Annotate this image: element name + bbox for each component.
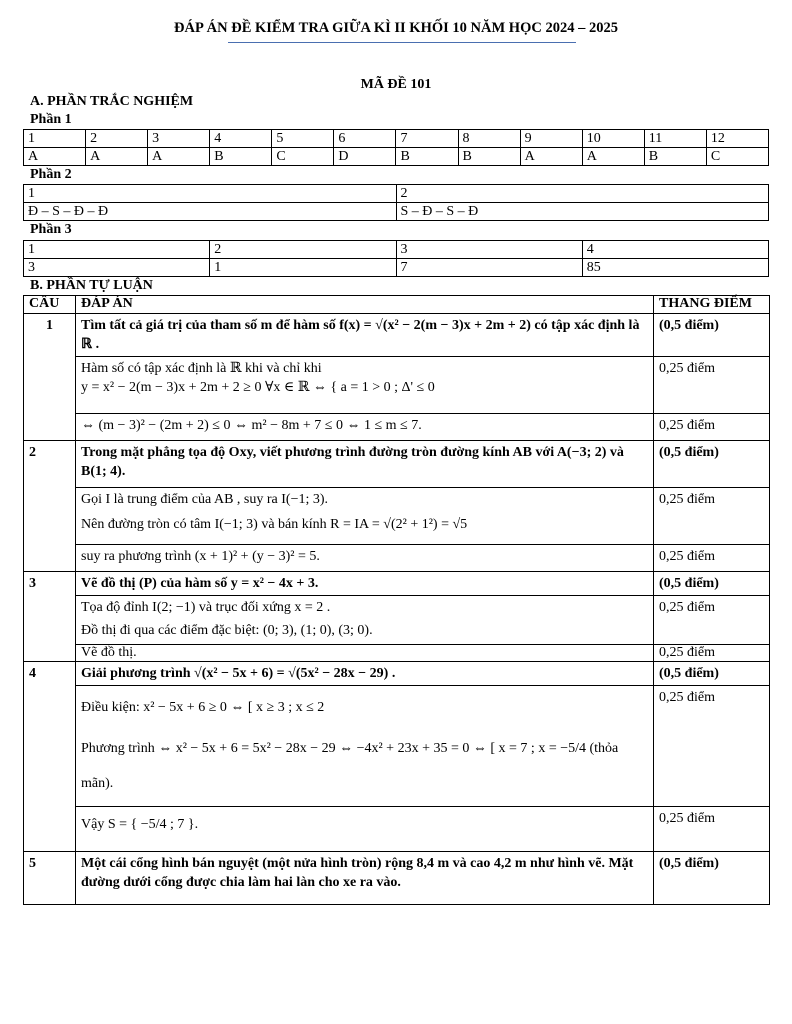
phan2-label: Phần 2 (30, 167, 72, 182)
phan1-answer-row (24, 148, 769, 166)
step-score: 0,25 điểm (654, 596, 770, 645)
question-number: 4 (24, 662, 76, 852)
table-cell: 1 (210, 259, 396, 277)
column-header-cau: CÂU (24, 296, 76, 314)
answer-line: Đồ thị đi qua các điểm đặc biệt: (0; 3), (1; 0), (3; 0). (81, 623, 373, 638)
phan1-number-row (24, 130, 769, 148)
table-cell: 2 (396, 185, 769, 203)
table-row (24, 314, 770, 357)
table-row (24, 545, 770, 572)
step-score: 0,25 điểm (654, 545, 770, 572)
table-cell: 3 (24, 259, 210, 277)
table-cell: B (458, 148, 520, 166)
phan3-label: Phần 3 (30, 222, 72, 237)
table-cell: 3 (148, 130, 210, 148)
table-cell: 7 (396, 259, 582, 277)
table-cell: 2 (210, 241, 396, 259)
answer-line: Hàm số có tập xác định là ℝ khi và chỉ khi (81, 361, 322, 376)
question-text: Trong mặt phẳng tọa độ Oxy, viết phương trình đường tròn đường kính AB với A(−3; 2) và B(1; 4). (76, 441, 654, 488)
question-text: Tìm tất cả giá trị của tham số m để hàm số f(x) = √(x² − 2(m − 3)x + 2m + 2) có tập xác định là ℝ . (76, 314, 654, 357)
phan2-answer-row (24, 203, 769, 221)
question-text: Vẽ đồ thị (P) của hàm số y = x² − 4x + 3. (76, 572, 654, 596)
answer-step: Vậy S = { −5/4 ; 7 }. (76, 807, 654, 852)
table-cell: B (644, 148, 706, 166)
phan3-answer-row (24, 259, 769, 277)
table-row (24, 686, 770, 807)
table-cell: 9 (520, 130, 582, 148)
question-score: (0,5 điểm) (654, 441, 770, 488)
question-number: 3 (24, 572, 76, 662)
table-cell: B (396, 148, 458, 166)
table-row (24, 807, 770, 852)
table-cell: 11 (644, 130, 706, 148)
question-score: (0,5 điểm) (654, 314, 770, 357)
phan3-table (23, 240, 769, 277)
part-b-heading: B. PHẦN TỰ LUẬN (30, 278, 153, 293)
question-number: 2 (24, 441, 76, 572)
table-row (24, 414, 770, 441)
column-header-thang-diem: THANG ĐIỂM (654, 296, 770, 314)
table-cell: 12 (706, 130, 768, 148)
table-cell: 5 (272, 130, 334, 148)
table-cell: 1 (24, 241, 210, 259)
answer-line: mãn). (81, 776, 114, 791)
answer-step: suy ra phương trình (x + 1)² + (y − 3)² = 5. (76, 545, 654, 572)
table-cell: 2 (86, 130, 148, 148)
answer-line: Phương trình ⇔ x² − 5x + 6 = 5x² − 28x − 29 ⇔ −4x² + 23x + 35 = 0 ⇔ [ x = 7 ; x = −5/4 (thỏa (81, 741, 619, 756)
question-text: Giải phương trình √(x² − 5x + 6) = √(5x² − 28x − 29) . (76, 662, 654, 686)
question-score: (0,5 điểm) (654, 662, 770, 686)
table-row (24, 357, 770, 414)
question-number: 1 (24, 314, 76, 441)
part-a-heading: A. PHẦN TRẮC NGHIỆM (30, 94, 194, 109)
column-header-dap-an: ĐÁP ÁN (76, 296, 654, 314)
table-cell: 3 (396, 241, 582, 259)
table-header-row (24, 296, 770, 314)
document-title: ĐÁP ÁN ĐỀ KIỂM TRA GIỮA KÌ II KHỐI 10 NĂM HỌC 2024 – 2025 (174, 20, 618, 36)
phan2-number-row (24, 185, 769, 203)
table-row (24, 488, 770, 545)
step-score: 0,25 điểm (654, 414, 770, 441)
table-cell: 7 (396, 130, 458, 148)
table-cell: A (24, 148, 86, 166)
table-row (24, 662, 770, 686)
table-row (24, 852, 770, 905)
title-underline (228, 42, 576, 43)
step-score: 0,25 điểm (654, 686, 770, 807)
table-cell: A (86, 148, 148, 166)
question-number: 5 (24, 852, 76, 905)
essay-answer-table (23, 295, 770, 905)
answer-step (76, 488, 654, 545)
answer-line: Gọi I là trung điểm của AB , suy ra I(−1; 3). (81, 492, 329, 507)
table-cell: 4 (582, 241, 768, 259)
phan2-table (23, 184, 769, 221)
table-cell: 6 (334, 130, 396, 148)
table-cell: A (148, 148, 210, 166)
phan1-label: Phần 1 (30, 112, 72, 127)
table-row (24, 441, 770, 488)
answer-line: y = x² − 2(m − 3)x + 2m + 2 ≥ 0 ∀x ∈ ℝ ⇔ { a = 1 > 0 ; Δ' ≤ 0 (81, 380, 435, 395)
step-score: 0,25 điểm (654, 357, 770, 414)
answer-step (76, 686, 654, 807)
table-cell: 10 (582, 130, 644, 148)
question-score: (0,5 điểm) (654, 852, 770, 905)
question-text: Một cái cổng hình bán nguyệt (một nửa hình tròn) rộng 8,4 m và cao 4,2 m như hình vẽ. Mặt đường dưới cổng được chia làm hai làn cho xe ra vào. (76, 852, 654, 905)
table-row (24, 572, 770, 596)
phan3-number-row (24, 241, 769, 259)
table-row (24, 596, 770, 645)
table-cell: 1 (24, 130, 86, 148)
answer-step (76, 357, 654, 414)
phan1-table (23, 129, 769, 166)
table-cell: A (582, 148, 644, 166)
table-cell: 85 (582, 259, 768, 277)
answer-step (76, 596, 654, 645)
table-row (24, 645, 770, 662)
answer-step: Vẽ đồ thị. (76, 645, 654, 662)
table-cell: C (272, 148, 334, 166)
table-cell: Đ – S – Đ – Đ (24, 203, 397, 221)
table-cell: S – Đ – S – Đ (396, 203, 769, 221)
step-score: 0,25 điểm (654, 488, 770, 545)
table-cell: A (520, 148, 582, 166)
exam-code: MÃ ĐỀ 101 (360, 77, 432, 92)
table-cell: B (210, 148, 272, 166)
question-score: (0,5 điểm) (654, 572, 770, 596)
table-cell: 8 (458, 130, 520, 148)
answer-line: Tọa độ đỉnh I(2; −1) và trục đối xứng x = 2 . (81, 600, 331, 615)
step-score: 0,25 điểm (654, 645, 770, 662)
table-cell: 1 (24, 185, 397, 203)
answer-line: Nên đường tròn có tâm I(−1; 3) và bán kính R = IA = √(2² + 1²) = √5 (81, 517, 468, 532)
table-cell: D (334, 148, 396, 166)
answer-step: ⇔ (m − 3)² − (2m + 2) ≤ 0 ⇔ m² − 8m + 7 ≤ 0 ⇔ 1 ≤ m ≤ 7. (76, 414, 654, 441)
table-cell: 4 (210, 130, 272, 148)
answer-line: Điều kiện: x² − 5x + 6 ≥ 0 ⇔ [ x ≥ 3 ; x ≤ 2 (81, 700, 325, 715)
step-score: 0,25 điểm (654, 807, 770, 852)
table-cell: C (706, 148, 768, 166)
